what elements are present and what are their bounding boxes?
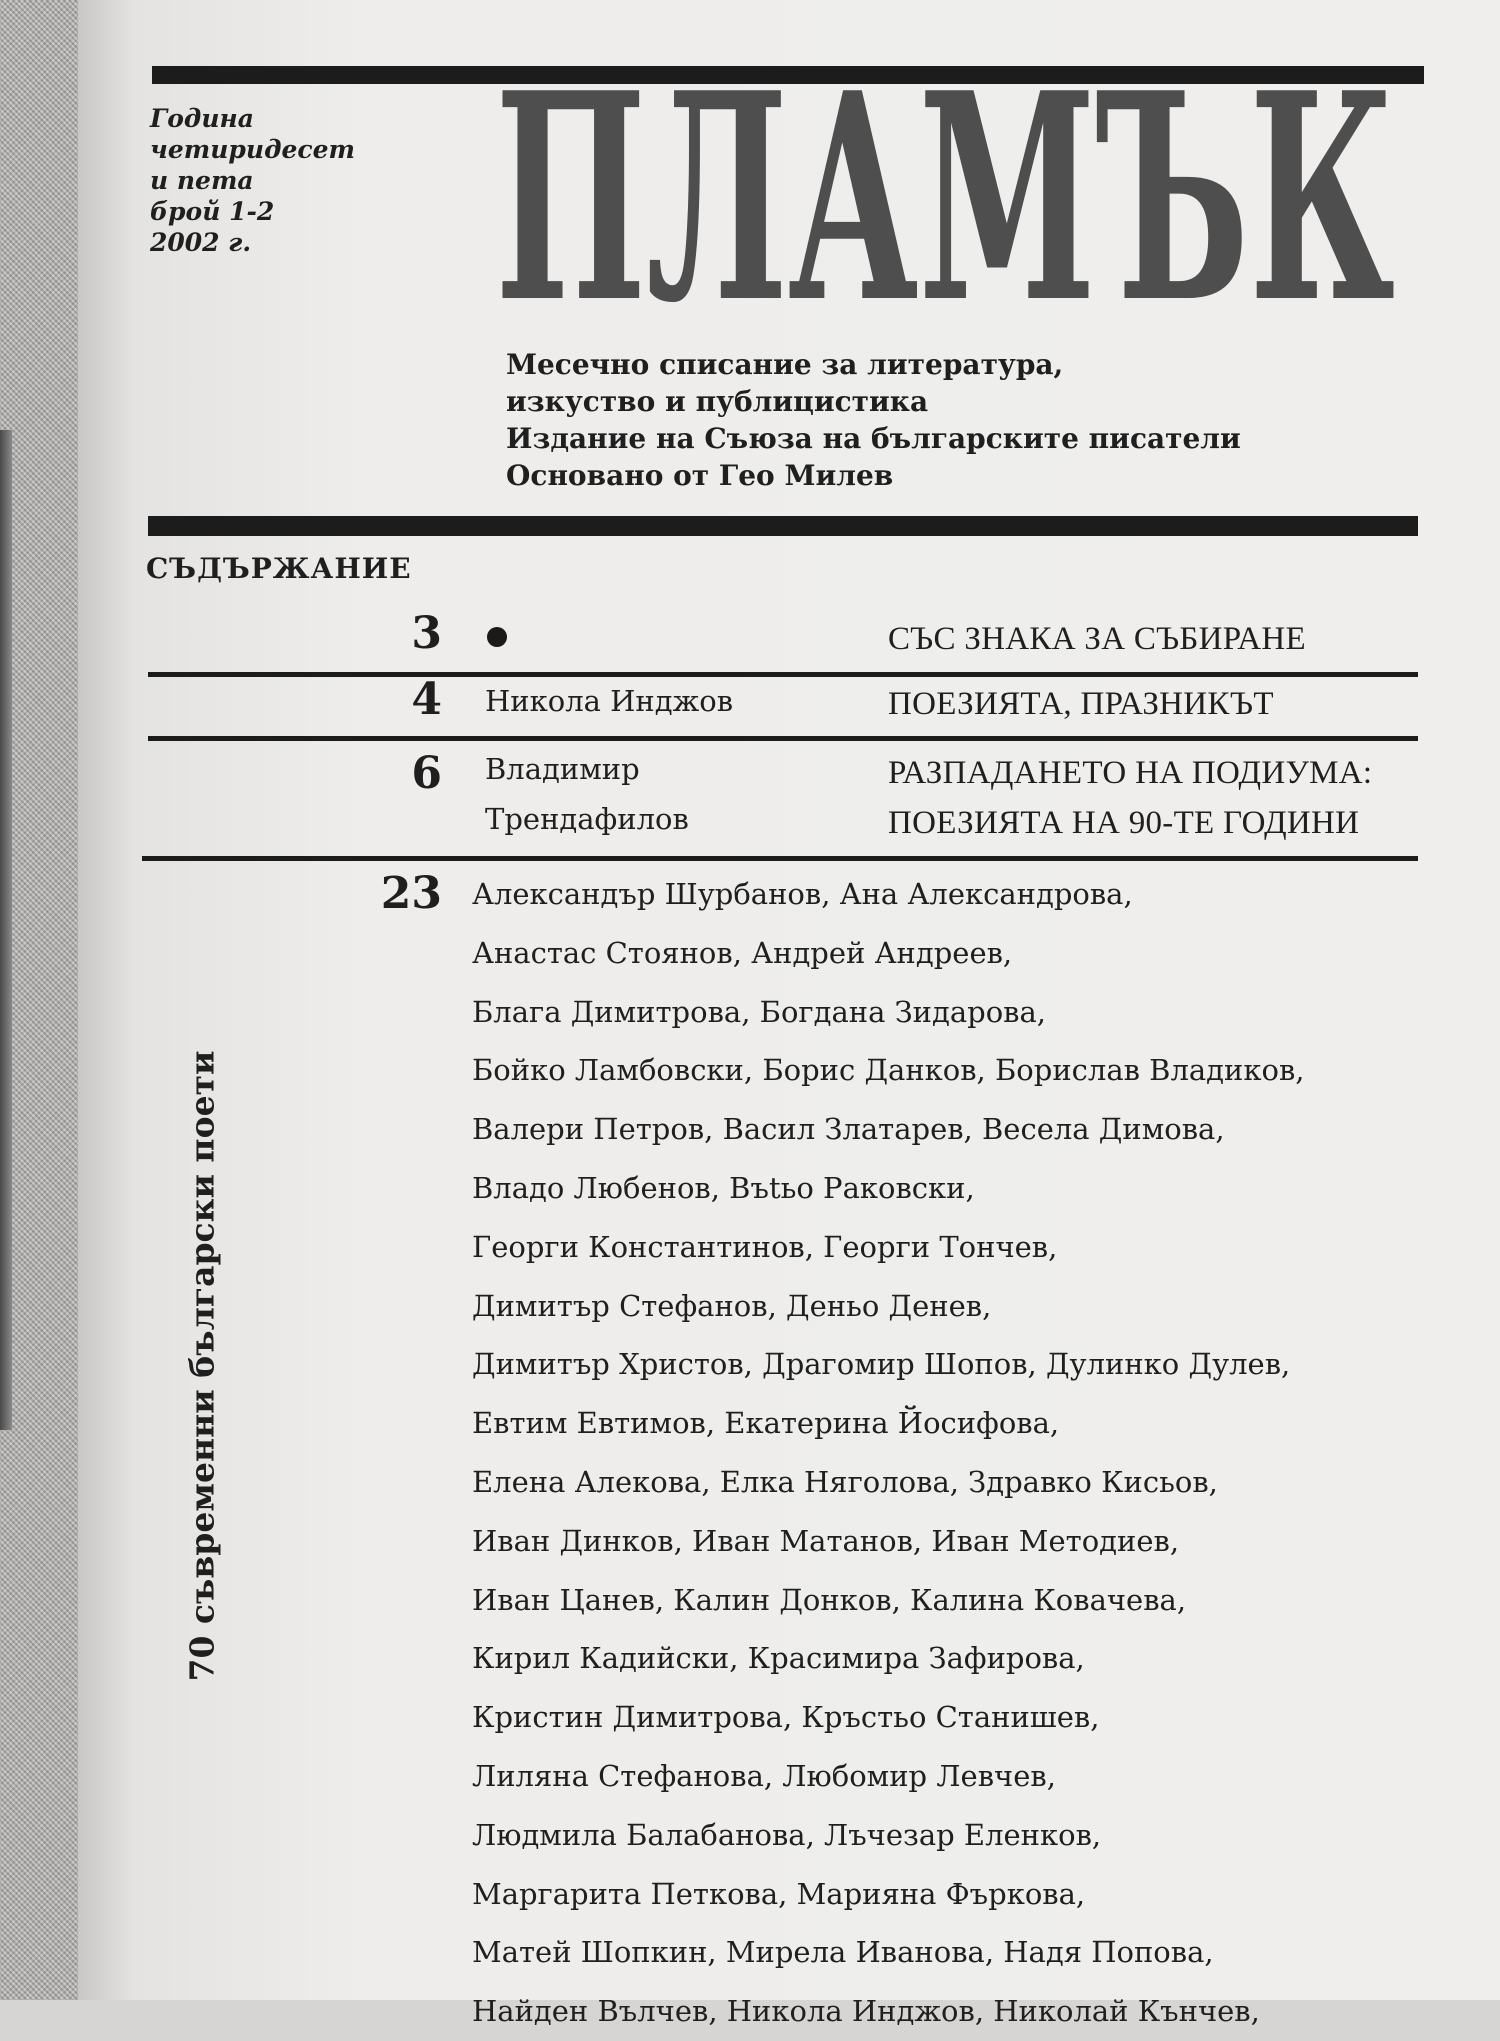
bullet-icon bbox=[487, 627, 507, 647]
entry-page-number: 4 bbox=[411, 674, 442, 725]
issue-info-line: брой 1-2 bbox=[150, 197, 275, 226]
entry-page-number: 3 bbox=[411, 608, 442, 659]
poet-list-line: Матей Шопкин, Мирела Иванова, Надя Попова, bbox=[472, 1935, 1214, 1970]
poet-list-line: Кирил Кадийски, Красимира Зафирова, bbox=[472, 1641, 1085, 1676]
poet-list-line: Валери Петров, Васил Златарев, Весела Димова, bbox=[472, 1112, 1225, 1147]
issue-info-line: четиридесет bbox=[150, 135, 355, 164]
poet-list-line: Георги Константинов, Георги Тончев, bbox=[472, 1229, 1058, 1264]
contents-heading: СЪДЪРЖАНИЕ bbox=[146, 552, 412, 585]
subtitle-line: Основано от Гео Милев bbox=[506, 459, 894, 492]
entry-title: ПОЕЗИЯТА НА 90-ТЕ ГОДИНИ bbox=[888, 805, 1360, 841]
poet-list-line: Найден Вълчев, Никола Инджов, Николай Кънчев, bbox=[472, 1994, 1260, 2029]
poet-list-line: Кристин Димитрова, Кръстьо Станишев, bbox=[472, 1700, 1100, 1735]
entry-divider bbox=[142, 856, 1418, 861]
issue-info-line: 2002 г. bbox=[150, 228, 252, 257]
magazine-subtitle bbox=[506, 346, 1241, 494]
issue-info-line: Година bbox=[150, 104, 254, 133]
poet-list-line: Димитър Стефанов, Деньо Денев, bbox=[472, 1288, 992, 1323]
poet-list-line: Бойко Ламбовски, Борис Данков, Борислав Владиков, bbox=[472, 1053, 1305, 1088]
poet-list-line: Александър Шурбанов, Ана Александрова, bbox=[472, 877, 1133, 911]
issue-info bbox=[150, 103, 390, 258]
masthead-bottom-rule bbox=[148, 516, 1418, 536]
poet-list-line: Блага Димитрова, Богдана Зидарова, bbox=[472, 994, 1046, 1029]
entry-author: Владимир bbox=[485, 752, 640, 786]
poet-list bbox=[472, 865, 1432, 2041]
magazine-spine bbox=[0, 0, 78, 2000]
entry-page-number: 23 bbox=[380, 868, 442, 919]
poet-list-line: Маргарита Петкова, Марияна Фъркова, bbox=[472, 1876, 1086, 1911]
poet-list-line: Евтим Евтимов, Екатерина Йосифова, bbox=[472, 1406, 1060, 1441]
poet-list-line: Владо Любенов, Въtьо Раковски, bbox=[472, 1170, 975, 1205]
subtitle-line: изкуство и публицистика bbox=[506, 385, 929, 418]
poet-list-line: Елена Алекова, Елка Няголова, Здравко Кисьов, bbox=[472, 1464, 1218, 1499]
entry-title: РАЗПАДАНЕТО НА ПОДИУМА: bbox=[888, 755, 1373, 791]
poet-list-line: Димитър Христов, Драгомир Шопов, Дулинко Дулев, bbox=[472, 1347, 1291, 1382]
entry-author: Никола Инджов bbox=[485, 684, 734, 718]
magazine-logo-text: ПЛАМЪК bbox=[495, 70, 1395, 320]
poet-list-line: Лиляна Стефанова, Любомир Левчев, bbox=[472, 1758, 1056, 1793]
issue-info-line: и пета bbox=[150, 166, 254, 195]
poet-list-line: Иван Динков, Иван Матанов, Иван Методиев, bbox=[472, 1523, 1180, 1558]
poet-list-line: Иван Цанев, Калин Донков, Калина Ковачева, bbox=[472, 1582, 1187, 1617]
poet-list-line: Людмила Балабанова, Лъчезар Еленков, bbox=[472, 1817, 1102, 1852]
poet-list-line: Анастас Стоянов, Андрей Андреев, bbox=[472, 935, 1013, 970]
spine-edge bbox=[0, 430, 12, 1430]
subtitle-line: Месечно списание за литература, bbox=[506, 348, 1064, 381]
poets-section-label-text: 70 съвременни български поети bbox=[182, 1050, 222, 1682]
entry-page-number: 6 bbox=[411, 748, 442, 799]
magazine-logo bbox=[484, 70, 1406, 320]
entry-title: СЪС ЗНАКА ЗА СЪБИРАНЕ bbox=[888, 621, 1306, 657]
entry-author: Трендафилов bbox=[485, 802, 689, 836]
entry-title: ПОЕЗИЯТА, ПРАЗНИКЪТ bbox=[888, 686, 1274, 722]
subtitle-line: Издание на Съюза на българските писатели bbox=[506, 422, 1241, 455]
entry-divider bbox=[148, 736, 1418, 741]
